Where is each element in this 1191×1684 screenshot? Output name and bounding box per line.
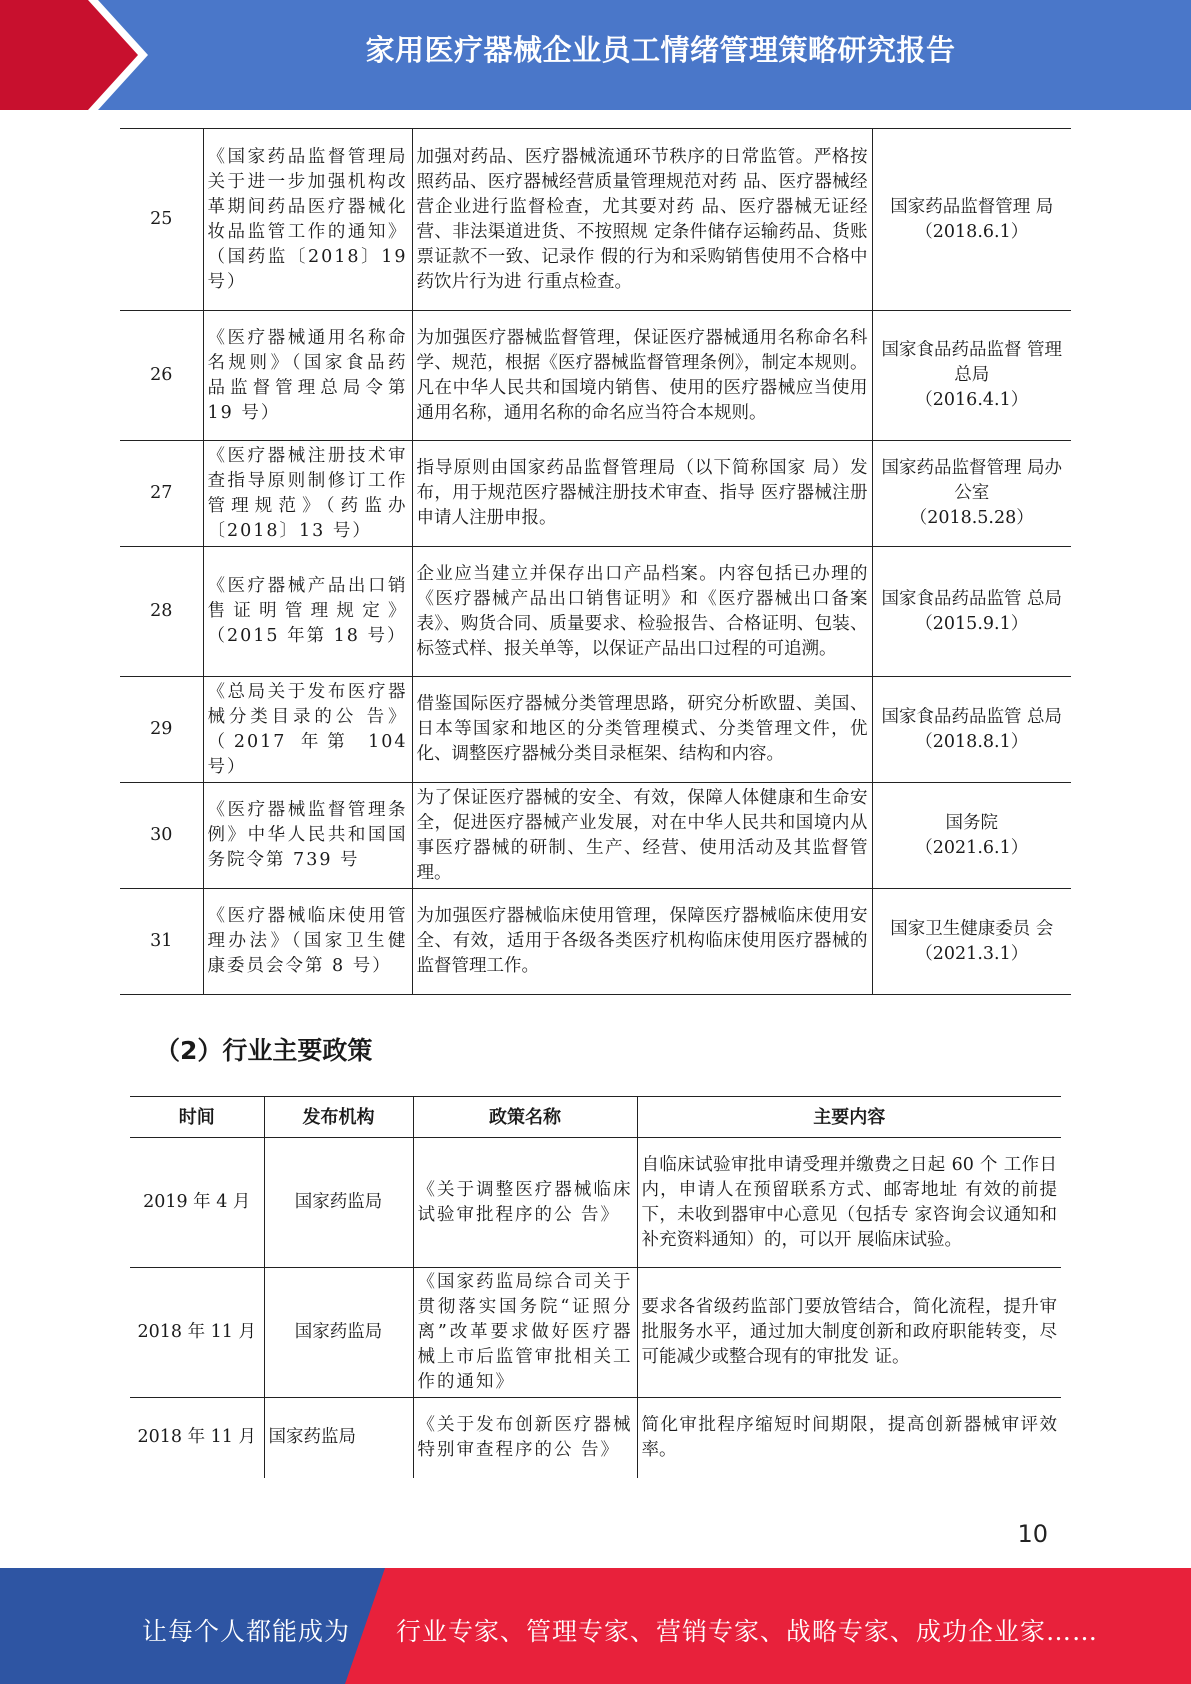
issuer-name: 国家卫生健康委员 会 [890, 918, 1054, 939]
page-footer [0, 1568, 1191, 1684]
policy-time: 2019 年 4 月 [130, 1138, 264, 1268]
regulation-issuer [872, 311, 1071, 441]
policy-name: 《关于发布创新医疗器械特别审查程序的公 告》 [413, 1398, 637, 1478]
section-heading: （2）行业主要政策 [155, 1036, 373, 1065]
regulation-content: 为了保证医疗器械的安全、有效，保障人体健康和生命安全，促进医疗器械产业发展，对在中华人民共和国境内从事医疗器械的研制、生产、经营、使用活动及其监督管理。 [412, 783, 872, 889]
regulation-content: 指导原则由国家药品监督管理局（以下简称国家 局）发布，用于规范医疗器械注册技术审查、指导 医疗器械注册申请人注册申报。 [412, 441, 872, 547]
regulation-name: 《国家药品监督管理局关于进一步加强机构改革期间药品医疗器械化妆品监管工作的通知》（国药监〔2018〕19 号） [203, 129, 412, 311]
regulation-content: 加强对药品、医疗器械流通环节秩序的日常监管。严格按照药品、医疗器械经营质量管理规范对药 品、医疗器械经营企业进行监督检查，尤其要对药 品、医疗器械无证经营、非法渠道进货、不按照规 定条件储存运输药品、货账票证款不一致、记录作 假的行为和采购销售使用不合格中药饮片行为进 行重点检查。 [412, 129, 872, 311]
regulation-name: 《医疗器械监督管理条例》中华人民共和国国务院令第 739 号 [203, 783, 412, 889]
regulation-issuer [872, 441, 1071, 547]
policy-name: 《关于调整医疗器械临床试验审批程序的公 告》 [413, 1138, 637, 1268]
row-number: 30 [150, 825, 173, 845]
table-header-row [130, 1097, 1061, 1138]
issuer-date: （2021.3.1） [915, 943, 1029, 964]
footer-slogan-right: 行业专家、管理专家、营销专家、战略专家、成功企业家…… [396, 1617, 1099, 1646]
row-number: 26 [150, 365, 173, 385]
regulation-issuer [872, 129, 1071, 311]
policy-org: 国家药监局 [264, 1398, 413, 1478]
column-header-org: 发布机构 [264, 1097, 413, 1138]
issuer-date: （2021.6.1） [915, 837, 1029, 858]
issuer-date: （2018.5.28） [909, 508, 1034, 528]
table-row [130, 1138, 1061, 1268]
table-row [120, 677, 1071, 783]
column-header-name: 政策名称 [413, 1097, 637, 1138]
regulation-issuer [872, 889, 1071, 995]
policy-time: 2018 年 11 月 [137, 1427, 256, 1448]
regulation-issuer [872, 547, 1071, 677]
table-row [120, 547, 1071, 677]
table-row [130, 1268, 1061, 1398]
policy-content: 自临床试验审批申请受理并缴费之日起 60 个 工作日内，申请人在预留联系方式、邮寄地址 有效的前提下，未收到器审中心意见（包括专 家咨询会议通知和补充资料通知）的，可以开 展临床试验。 [637, 1138, 1061, 1268]
issuer-date: （2015.9.1） [915, 613, 1029, 634]
policy-content: 简化审批程序缩短时间期限，提高创新器械审评效率。 [637, 1398, 1061, 1478]
regulation-name: 《医疗器械通用名称命名规则》（国家食品药品监督管理总局令第 19 号） [203, 311, 412, 441]
row-number: 31 [150, 931, 173, 951]
issuer-date: （2016.4.1） [915, 390, 1029, 410]
regulations-table [120, 128, 1071, 995]
row-number: 29 [150, 719, 173, 739]
footer-slogan-left: 让每个人都能成为 [142, 1617, 351, 1646]
policy-org: 国家药监局 [264, 1268, 413, 1398]
issuer-name: 国务院 [945, 812, 998, 833]
table-row [120, 889, 1071, 995]
column-header-time: 时间 [130, 1097, 264, 1138]
issuer-date: （2018.8.1） [915, 731, 1029, 752]
issuer-date: （2018.6.1） [915, 221, 1029, 242]
issuer-name: 国家食品药品监督 管理总局 [881, 340, 1063, 385]
row-number: 25 [150, 209, 173, 229]
issuer-name: 国家食品药品监管 总局 [881, 588, 1063, 609]
regulation-name: 《医疗器械注册技术审查指导原则制修订工作管理规范》（药监办〔2018〕13 号） [203, 441, 412, 547]
regulation-name: 《医疗器械产品出口销售证明管理规定》（2015 年第 18 号） [203, 547, 412, 677]
table-row [120, 311, 1071, 441]
regulation-content: 为加强医疗器械临床使用管理，保障医疗器械临床使用安全、有效，适用于各级各类医疗机构临床使用医疗器械的监督管理工作。 [412, 889, 872, 995]
regulation-name: 《医疗器械临床使用管理办法》（国家卫生健康委员会令第 8 号） [203, 889, 412, 995]
issuer-name: 国家药品监督管理 局 [890, 196, 1054, 217]
header-arrow-icon [0, 0, 160, 110]
policy-content: 要求各省级药监部门要放管结合，简化流程，提升审批服务水平，通过加大制度创新和政府职能转变，尽可能减少或整合现有的审批发 证。 [637, 1268, 1061, 1398]
policy-time: 2018 年 11 月 [130, 1268, 264, 1398]
regulation-issuer [872, 677, 1071, 783]
table-row [130, 1398, 1061, 1478]
policy-org: 国家药监局 [264, 1138, 413, 1268]
regulation-content: 为加强医疗器械监督管理，保证医疗器械通用名称命名科学、规范，根据《医疗器械监督管理条例》，制定本规则。凡在中华人民共和国境内销售、使用的医疗器械应当使用通用名称，通用名称的命名应当符合本规则。 [412, 311, 872, 441]
policies-table [130, 1096, 1061, 1478]
row-number: 28 [150, 601, 173, 621]
issuer-name: 国家药品监督管理 局办公室 [881, 458, 1063, 503]
table-row [120, 129, 1071, 311]
table-row [120, 441, 1071, 547]
column-header-content: 主要内容 [637, 1097, 1061, 1138]
page-number: 10 [1017, 1520, 1048, 1548]
row-number: 27 [150, 483, 173, 503]
issuer-name: 国家食品药品监管 总局 [881, 706, 1063, 727]
report-title: 家用医疗器械企业员工情绪管理策略研究报告 [365, 33, 956, 67]
policy-name: 《国家药监局综合司关于贯彻落实国务院“证照分离”改革要求做好医疗器械上市后监管审批相关工作的通知》 [413, 1268, 637, 1398]
page-header [0, 0, 1191, 110]
regulation-issuer [872, 783, 1071, 889]
regulation-name: 《总局关于发布医疗器械分类目录的公 告》（2017 年第 104 号） [203, 677, 412, 783]
table-row [120, 783, 1071, 889]
regulation-content: 借鉴国际医疗器械分类管理思路，研究分析欧盟、美国、日本等国家和地区的分类管理模式、分类管理文件，优化、调整医疗器械分类目录框架、结构和内容。 [412, 677, 872, 783]
regulation-content: 企业应当建立并保存出口产品档案。内容包括已办理的《医疗器械产品出口销售证明》和《医疗器械出口备案表》、购货合同、质量要求、检验报告、合格证明、包装、标签式样、报关单等，以保证产品出口过程的可追溯。 [412, 547, 872, 677]
